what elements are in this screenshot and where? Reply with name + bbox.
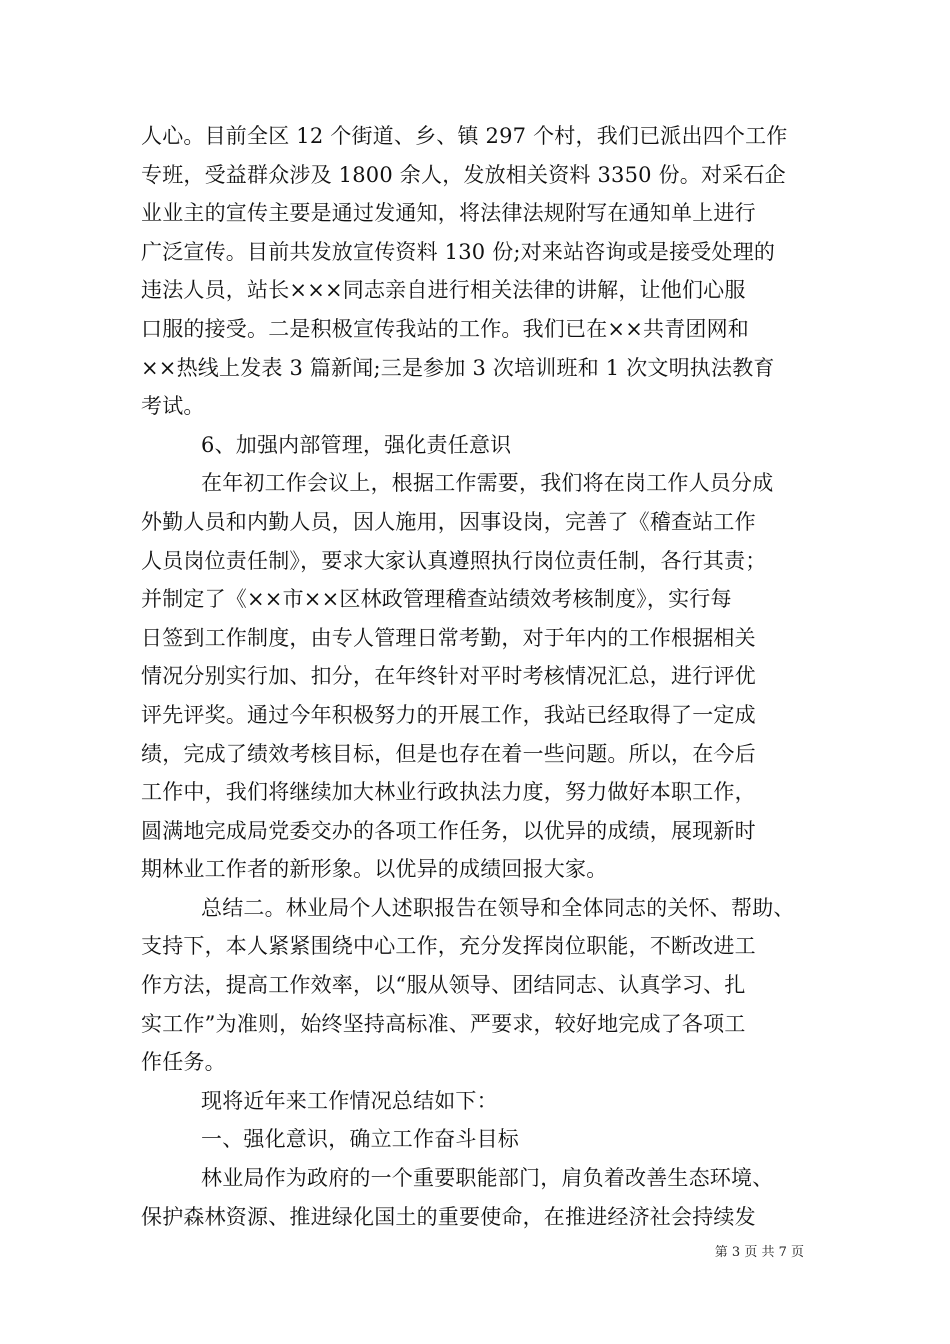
- text-line: 人员岗位责任制》，要求大家认真遵照执行岗位责任制，各行其责；: [141, 548, 767, 573]
- text-line: 专班，受益群众涉及 1800 余人，发放相关资料 3350 份。对采石企: [141, 162, 786, 187]
- text-line: 作任务。: [141, 1050, 226, 1075]
- section-heading: 一、强化意识，确立工作奋斗目标: [201, 1127, 519, 1152]
- text-line: 考试。: [141, 394, 205, 419]
- text-line: 广泛宣传。目前共发放宣传资料 130 份;对来站咨询或是接受处理的: [141, 239, 776, 264]
- text-line: 林业局作为政府的一个重要职能部门，肩负着改善生态环境、: [201, 1166, 774, 1191]
- text-line: 情况分别实行加、扣分，在年终针对平时考核情况汇总，进行评优: [141, 664, 756, 689]
- text-line: 业业主的宣传主要是通过发通知，将法律法规附写在通知单上进行: [141, 201, 756, 226]
- text-line: 作方法，提高工作效率，以“服从领导、团结同志、认真学习、扎: [141, 973, 746, 998]
- text-line: 期林业工作者的新形象。以优异的成绩回报大家。: [141, 857, 608, 882]
- text-line: 圆满地完成局党委交办的各项工作任务，以优异的成绩，展现新时: [141, 818, 756, 843]
- section-heading: 6、加强内部管理，强化责任意识: [201, 432, 512, 457]
- text-line: 人心。目前全区 12 个街道、乡、镇 297 个村，我们已派出四个工作: [141, 124, 788, 148]
- text-line: 外勤人员和内勤人员，因人施用，因事设岗，完善了《稽查站工作: [141, 509, 756, 534]
- text-line: 总结二。林业局个人述职报告在领导和全体同志的关怀、帮助、: [201, 895, 795, 920]
- text-line: 在年初工作会议上，根据工作需要，我们将在岗工作人员分成: [201, 471, 774, 496]
- text-line: 保护森林资源、推进绿化国土的重要使命，在推进经济社会持续发: [141, 1204, 756, 1229]
- text-line: ××热线上发表 3 篇新闻;三是参加 3 次培训班和 1 次文明执法教育: [141, 355, 775, 380]
- text-line: 实工作”为准则，始终坚持高标准、严要求，较好地完成了各项工: [141, 1011, 746, 1036]
- text-line: 违法人员，站长×××同志亲自进行相关法律的讲解，让他们心服: [141, 278, 746, 303]
- text-line: 工作中，我们将继续加大林业行政执法力度，努力做好本职工作，: [141, 780, 756, 805]
- text-line: 支持下，本人紧紧围绕中心工作，充分发挥岗位职能，不断改进工: [141, 934, 756, 959]
- document-body: [141, 117, 813, 1236]
- page-number: 第 3 页 共 7 页: [714, 1245, 804, 1260]
- text-line: 口服的接受。二是积极宣传我站的工作。我们已在××共青团网和: [141, 316, 749, 341]
- text-line: 日签到工作制度，由专人管理日常考勤，对于年内的工作根据相关: [141, 625, 756, 650]
- text-line: 现将近年来工作情况总结如下：: [201, 1088, 498, 1113]
- text-line: 并制定了《××市××区林政管理稽查站绩效考核制度》，实行每: [141, 587, 732, 612]
- text-line: 评先评奖。通过今年积极努力的开展工作，我站已经取得了一定成: [141, 702, 756, 727]
- text-line: 绩，完成了绩效考核目标，但是也存在着一些问题。所以，在今后: [141, 741, 756, 766]
